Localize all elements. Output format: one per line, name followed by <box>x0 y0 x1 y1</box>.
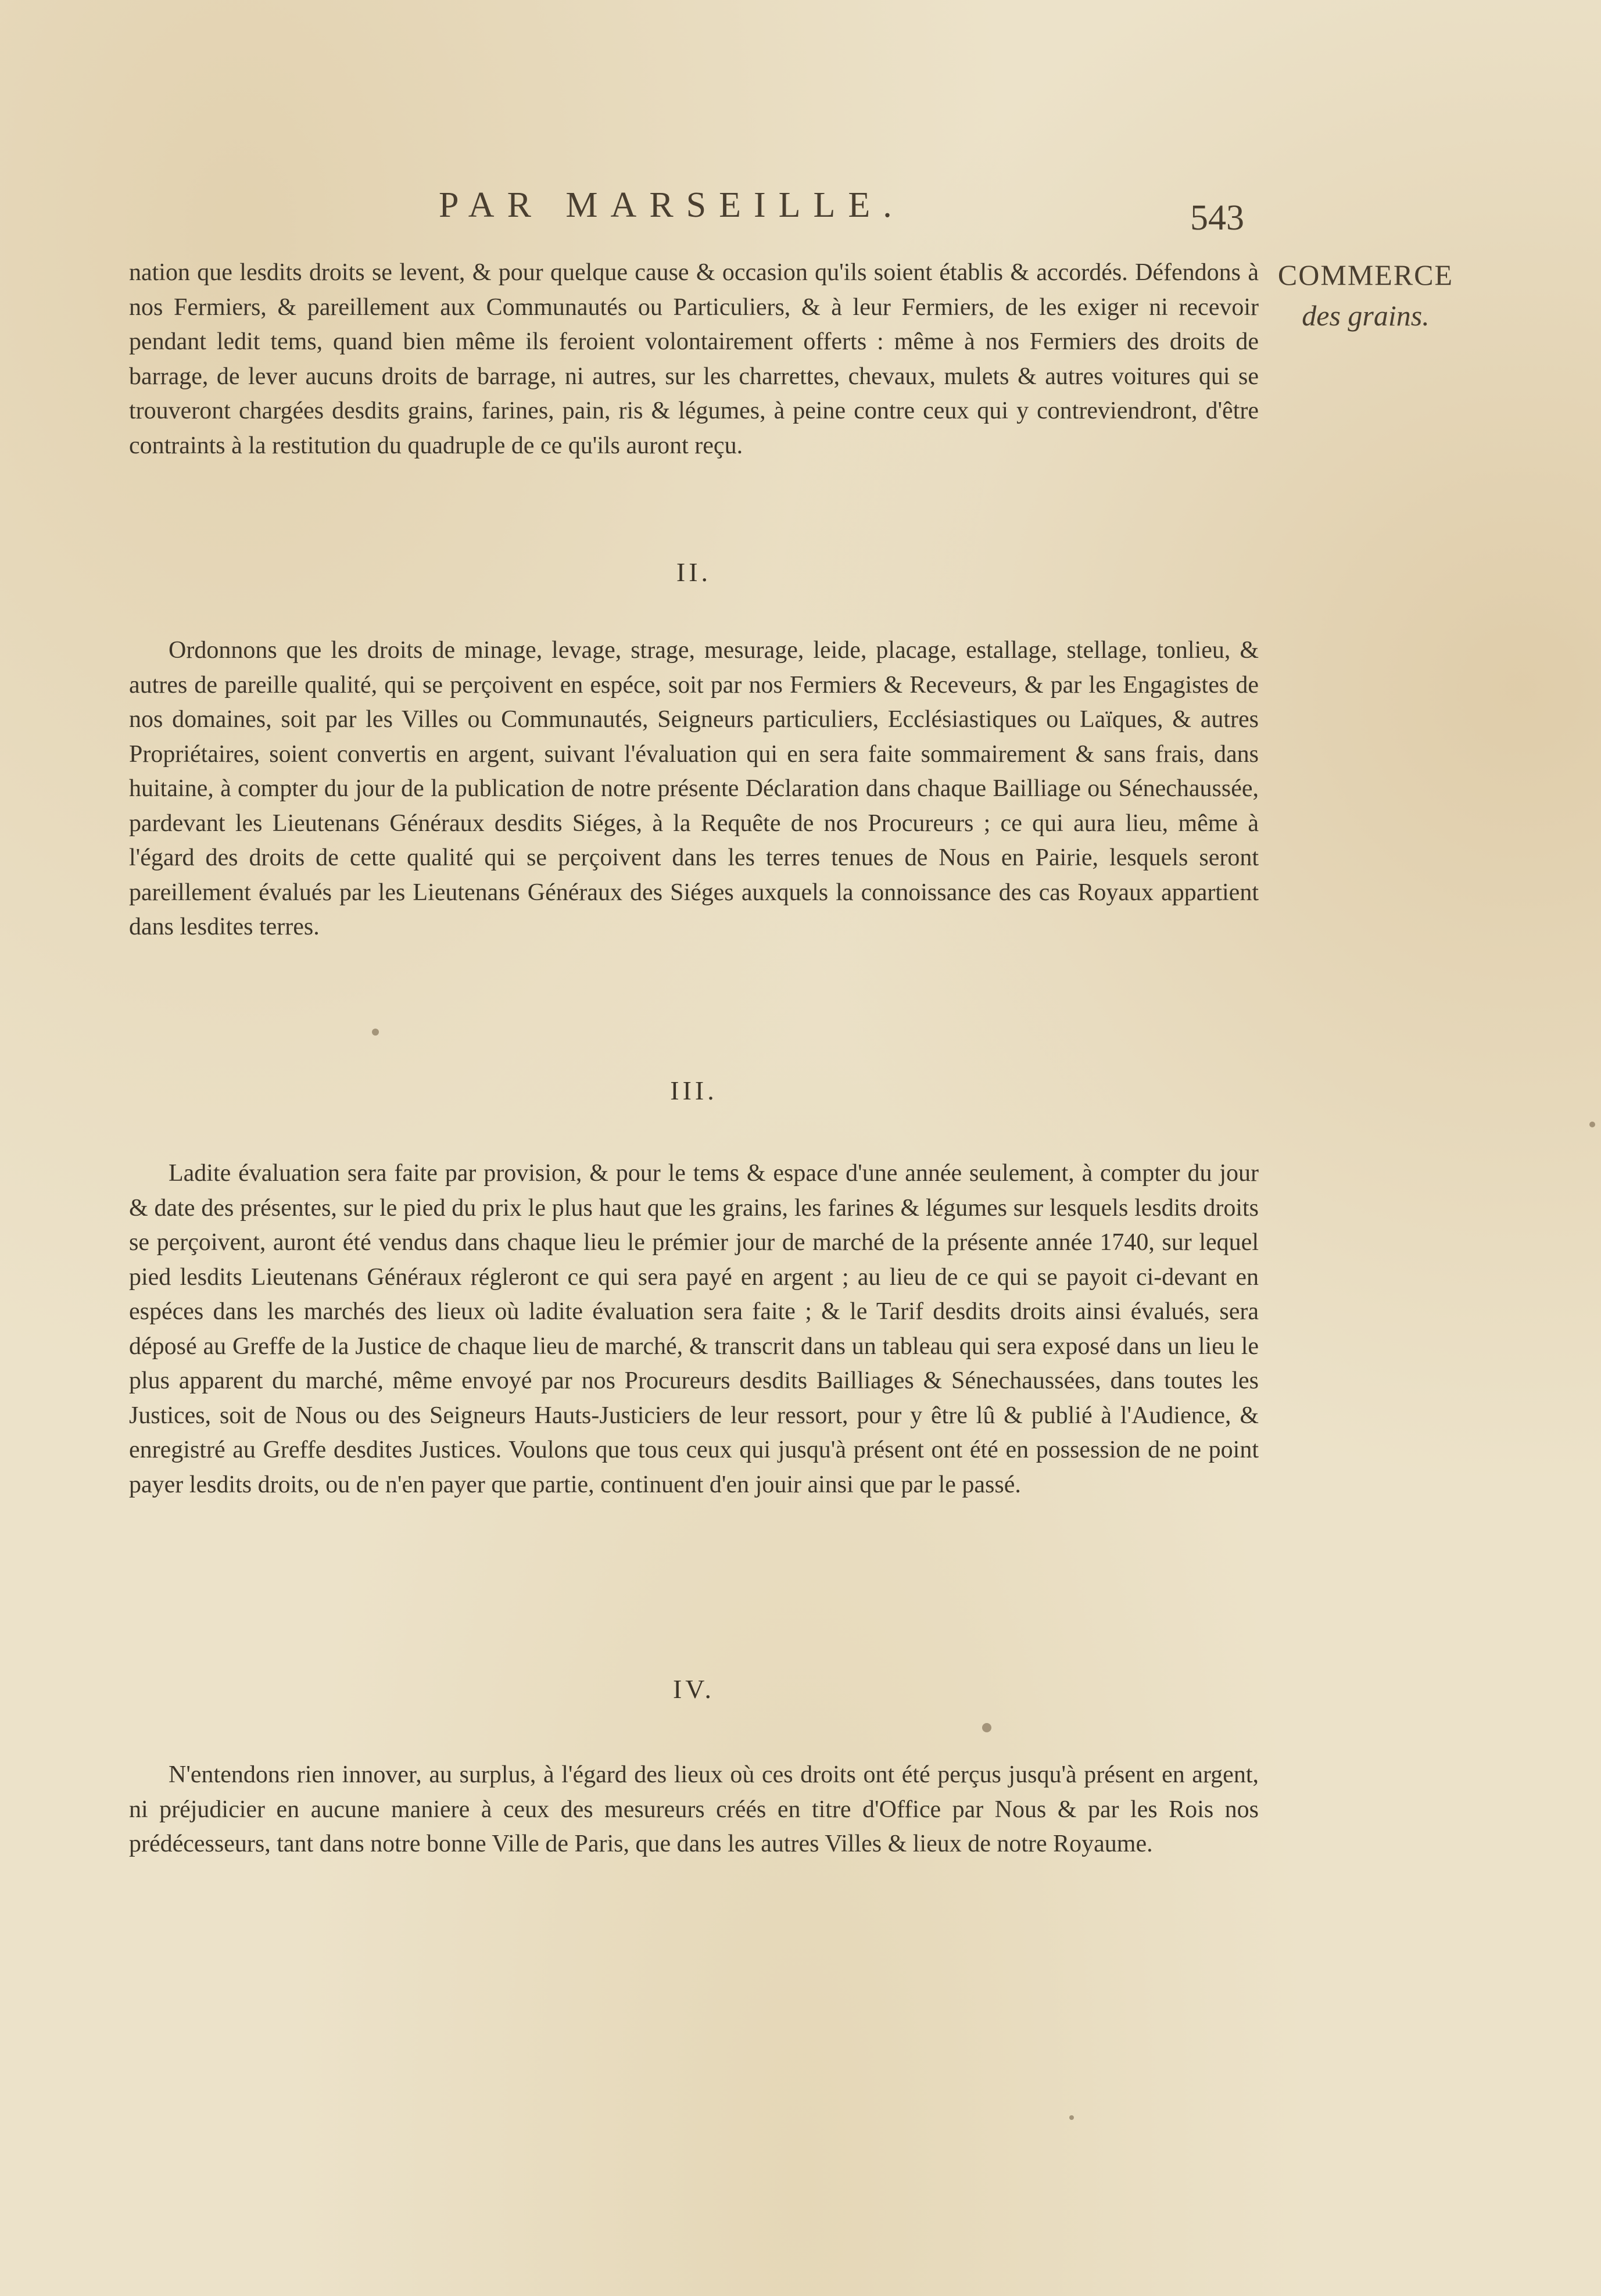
paragraph-article-ii: Ordonnons que les droits de minage, levage, strage, mesurage, leide, placage, estallage, stellage, tonlieu, & autres de pareille qualité, qui se perçoivent en espéce, soit par nos Fermiers & Receveurs, & par les Engagistes de nos domaines, soit par les Villes ou Communautés, Seigneurs particuliers, Ecclésiastiques ou Laïques, & autres Propriétaires, soient convertis en argent, suivant l'évaluation qui en sera faite sommairement & sans frais, dans huitaine, à compter du jour de la publication de notre présente Déclaration dans chaque Bailliage ou Sénechaussée, pardevant les Lieutenans Généraux desdits Siéges, à la Requête de nos Procureurs ; ce qui aura lieu, même à l'égard des droits de cette qualité qui se perçoivent dans les terres tenues de Nous en Pairie, lesquels seront pareillement évalués par les Lieutenans Généraux des Siéges auxquels la connoissance des cas Royaux appartient dans lesdites terres. <box>129 637 1259 940</box>
margin-note <box>1270 255 1462 336</box>
section-heading-iv: IV. <box>672 1674 715 1704</box>
paper-speck <box>982 1723 991 1732</box>
page-number: 543 <box>1190 198 1244 238</box>
section-heading-ii: II. <box>676 557 712 587</box>
paragraph-continuation: nation que lesdits droits se levent, & pour quelque cause & occasion qu'ils soient établis & accordés. Défendons à nos Fermiers, & pareillement aux Communautés ou Particuliers, & à leur Fermiers, de les exiger ni recevoir pendant ledit tems, quand bien même ils feroient volontairement offerts : même à nos Fermiers des droits de barrage, de lever aucuns droits de barrage, ni autres, sur les charrettes, chevaux, mulets & autres voitures qui se trouveront chargées desdits grains, farines, pain, ris & légumes, à peine contre ceux qui y contreviendront, d'être contraints à la restitution du quadruple de ce qu'ils auront reçu. <box>129 259 1259 459</box>
paper-speck <box>1069 2115 1074 2120</box>
running-title: PAR MARSEILLE. <box>439 185 905 225</box>
paper-speck <box>372 1029 379 1036</box>
margin-note-subtitle: des grains. <box>1302 299 1430 332</box>
section-heading-iii: III. <box>670 1076 718 1105</box>
paper-speck <box>1589 1122 1595 1127</box>
paragraph-article-iv: N'entendons rien innover, au surplus, à l'égard des lieux où ces droits ont été perçus jusqu'à présent en argent, ni préjudicier en aucune maniere à ceux des mesureurs créés en titre d'Office par Nous & par les Rois nos prédécesseurs, tant dans notre bonne Ville de Paris, que dans les autres Villes & lieux de notre Royaume. <box>129 1761 1259 1857</box>
margin-note-title: COMMERCE <box>1277 259 1454 291</box>
paragraph-article-iii: Ladite évaluation sera faite par provision, & pour le tems & espace d'une année seulement, à compter du jour & date des présentes, sur le pied du prix le plus haut que les grains, les farines & légumes sur lesquels lesdits droits se perçoivent, auront été vendus dans chaque lieu le prémier jour de marché de la présente année 1740, sur lequel pied lesdits Lieutenans Généraux régleront ce qui sera payé en argent ; au lieu de ce qui se payoit ci-devant en espéces dans les marchés des lieux où ladite évaluation sera faite ; & le Tarif desdits droits ainsi évalués, sera déposé au Greffe de la Justice de chaque lieu de marché, & transcrit dans un tableau qui sera exposé dans un lieu le plus apparent du marché, même envoyé par nos Procureurs desdits Bailliages & Sénechaussées, dans toutes les Justices, soit de Nous ou des Seigneurs Hauts-Justiciers de leur ressort, pour y être lû & publié à l'Audience, & enregistré au Greffe desdites Justices. Voulons que tous ceux qui jusqu'à présent ont été en possession de ne point payer lesdits droits, ou de n'en payer que partie, continuent d'en jouir ainsi que par le passé. <box>129 1160 1259 1498</box>
